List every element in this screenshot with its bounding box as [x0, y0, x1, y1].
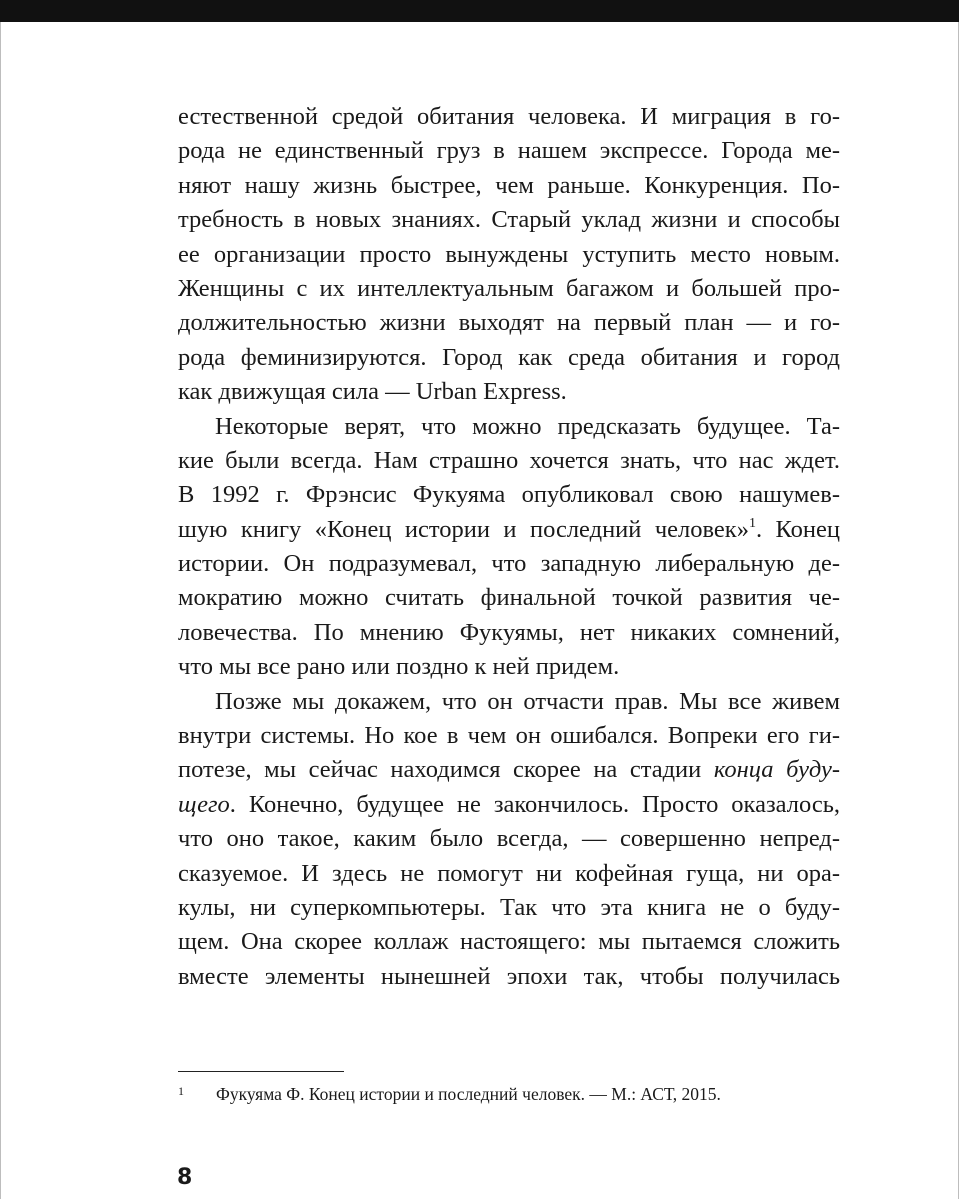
text-line: кие были всегда. Нам страшно хочется знать, что нас ждет.	[178, 446, 840, 474]
text-line: что оно такое, каким было всегда, — совершенно непред-	[178, 825, 840, 853]
text-line: Позже мы докажем, что он отчасти прав. Мы все живем	[215, 687, 840, 715]
text-line: рода феминизируются. Город как среда обитания и город	[178, 343, 840, 371]
text-line: щем. Она скорее коллаж настоящего: мы пытаемся сложить	[178, 928, 840, 956]
footnote	[178, 1078, 840, 1107]
text-line: что мы все рано или поздно к ней придем.	[178, 653, 620, 681]
footnote-divider	[178, 1071, 344, 1072]
text-line: В 1992 г. Фрэнсис Фукуяма опубликовал свою нашумев-	[178, 481, 840, 509]
page-number: 8	[177, 1165, 193, 1190]
text-line: как движущая сила — Urban Express.	[178, 378, 567, 406]
main-text	[178, 100, 840, 994]
text-line: Некоторые верят, что можно предсказать будущее. Та-	[215, 412, 840, 440]
text-segment: потезе, мы сейчас находимся скорее на стадии	[178, 756, 714, 784]
page-border-left	[0, 22, 1, 1199]
footnote-reference: 1	[748, 515, 756, 531]
top-bar	[0, 0, 959, 22]
text-line: рода не единственный груз в нашем экспрессе. Города ме-	[178, 137, 840, 165]
text-line: естественной средой обитания человека. И миграция в го-	[178, 103, 840, 130]
italic-phrase: конца буду-	[713, 756, 840, 784]
text-line: ее организации просто вынуждены уступить место новым.	[178, 240, 840, 268]
italic-phrase: щего	[178, 790, 230, 818]
text-line: должительностью жизни выходят на первый план — и го-	[178, 309, 840, 337]
text-line: внутри системы. Но кое в чем он ошибался. Вопреки его ги-	[178, 722, 840, 750]
text-line	[178, 753, 840, 787]
text-segment: . Конец	[755, 515, 841, 543]
footnote-mark: 1	[178, 1084, 184, 1098]
text-line: мократию можно считать финальной точкой развития че-	[178, 584, 840, 612]
text-line: вместе элементы нынешней эпохи так, чтобы получилась	[178, 962, 840, 990]
text-line: няют нашу жизнь быстрее, чем раньше. Конкуренция. По-	[178, 171, 840, 199]
text-line: кулы, ни суперкомпьютеры. Так что эта книга не о буду-	[178, 893, 840, 921]
text-line	[178, 788, 840, 822]
text-line: Женщины с их интеллектуальным багажом и большей про-	[178, 274, 840, 302]
text-segment: шую книгу «Конец истории и последний человек»	[178, 515, 749, 543]
footnote-text: Фукуяма Ф. Конец истории и последний человек. — М.: АСТ, 2015.	[216, 1084, 721, 1104]
text-line: истории. Он подразумевал, что западную либеральную де-	[178, 550, 840, 578]
text-line	[178, 513, 840, 547]
text-line: сказуемое. И здесь не помогут ни кофейная гуща, ни ора-	[178, 859, 840, 887]
text-segment: . Конечно, будущее не закончилось. Просто оказалось,	[229, 790, 840, 818]
text-line: ловечества. По мнению Фукуямы, нет никаких сомнений,	[178, 618, 840, 646]
text-line: требность в новых знаниях. Старый уклад жизни и способы	[178, 206, 840, 234]
